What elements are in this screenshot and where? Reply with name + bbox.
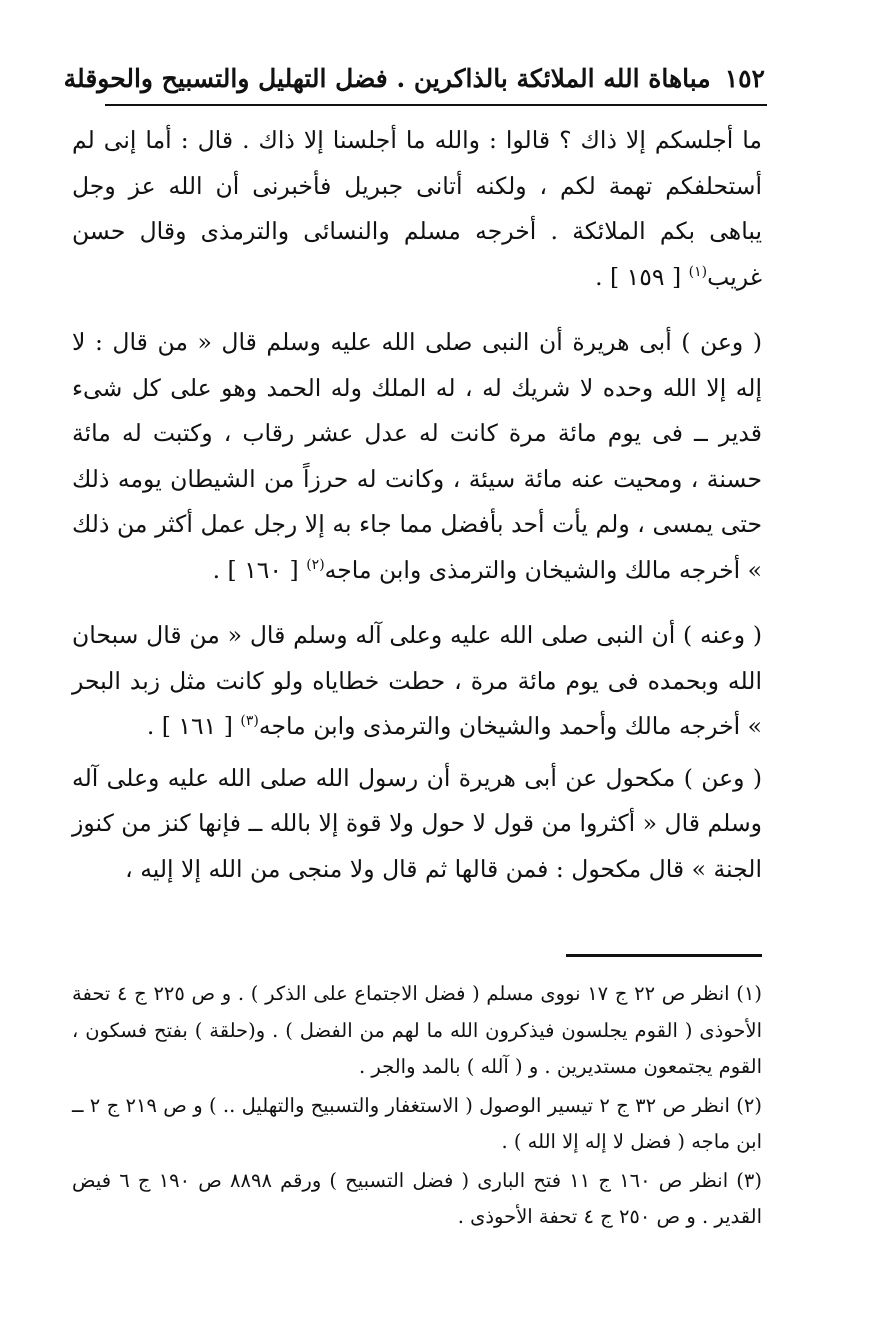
footnote-1: (١) انظر ص ٢٢ ج ١٧ نووى مسلم ( فضل الاجتماع على الذكر ) . و ص ٢٢٥ ج ٤ تحفة الأحوذى ( القوم يجلسون فيذكرون الله ما لهم من الفضل ) . و(حلقة ) بفتح فسكون ، القوم يجتمعون مستديرين . و ( آلله ) بالمد والجر . [72,982,762,1078]
header-rule [105,104,767,106]
running-title: مباهاة الله الملائكة بالذاكرين . فضل التهليل والتسبيح والحوقلة [63,63,711,93]
page-number: ١٥٢ [724,63,765,93]
hadith-number: [ ١٥٩ ] . [595,262,682,291]
hadith-number: [ ١٦١ ] . [146,712,233,740]
footnote-3: (٣) انظر ص ١٦٠ ج ١١ فتح البارى ( فضل التسبيح ) ورقم ٨٨٩٨ ص ١٩٠ ج ٦ فيض القدير . و ص ٢٥٠ ج ٤ تحفة الأحوذى . [72,1168,762,1228]
footnote-ref-3: (٣) [240,713,259,730]
paragraph-text: ما أجلسكم إلا ذاك ؟ قالوا : والله ما أجلسنا إلا ذاك . قال : أما إنى لم أستحلفكم تهمة لكم ، ولكنه أتانى جبريل فأخبرنى أن الله عز وجل يباهى بكم الملائكة . أخرجه مسلم والنسائى والترمذى وقال حسن غريب [72,126,762,291]
paragraph-text: ( وعن ) أبى هريرة أن النبى صلى الله عليه وسلم قال « من قال : لا إله إلا الله وحده لا شريك له ، له الملك وله الحمد وهو على كل شىء قدير ــ فى يوم مائة مرة كانت له عدل عشر رقاب ، وكتبت له مائة حسنة ، ومحيت عنه مائة سيئة ، وكانت له حرزاً من الشيطان يومه ذلك حتى يمسى ، ولم يأت أحد بأفضل مما جاء به إلا رجل عمل أكثر من ذلك » أخرجه مالك والشيخان والترمذى وابن ماجه [72,328,762,584]
paragraph-gap [72,593,762,613]
footnote-2: (٢) انظر ص ٣٢ ج ٢ تيسير الوصول ( الاستغفار والتسبيح والتهليل .. ) و ص ٢١٩ ج ٢ ــ ابن ماجه ( فضل لا إله إلا الله ) . [72,1093,762,1153]
paragraph-text: ( وعن ) مكحول عن أبى هريرة أن رسول الله صلى الله عليه وعلى آله وسلم قال « أكثروا من قول لا حول ولا قوة إلا بالله ــ فإنها كنز من كنوز الجنة » قال مكحول : فمن قالها ثم قال ولا منجى من الله إلا إليه ، [72,763,762,883]
paragraph-1 [72,118,762,300]
footnote-ref-2: (٢) [306,556,325,573]
footnotes [72,976,762,1238]
hadith-number: [ ١٦٠ ] . [212,555,299,584]
main-text [72,118,762,892]
paragraph-gap [72,300,762,320]
footnote-ref-1: (١) [688,263,708,280]
paragraph-3 [72,613,762,750]
paragraph-2 [72,320,762,593]
footnote-rule [566,954,762,957]
running-header [63,58,765,98]
paragraph-4 [72,756,762,893]
paragraph-text: ( وعنه ) أن النبى صلى الله عليه وعلى آله وسلم قال « من قال سبحان الله وبحمده فى يوم مائة مرة ، حطت خطاياه ولو كانت مثل زبد البحر » أخرجه مالك وأحمد والشيخان والترمذى وابن ماجه [72,621,762,740]
